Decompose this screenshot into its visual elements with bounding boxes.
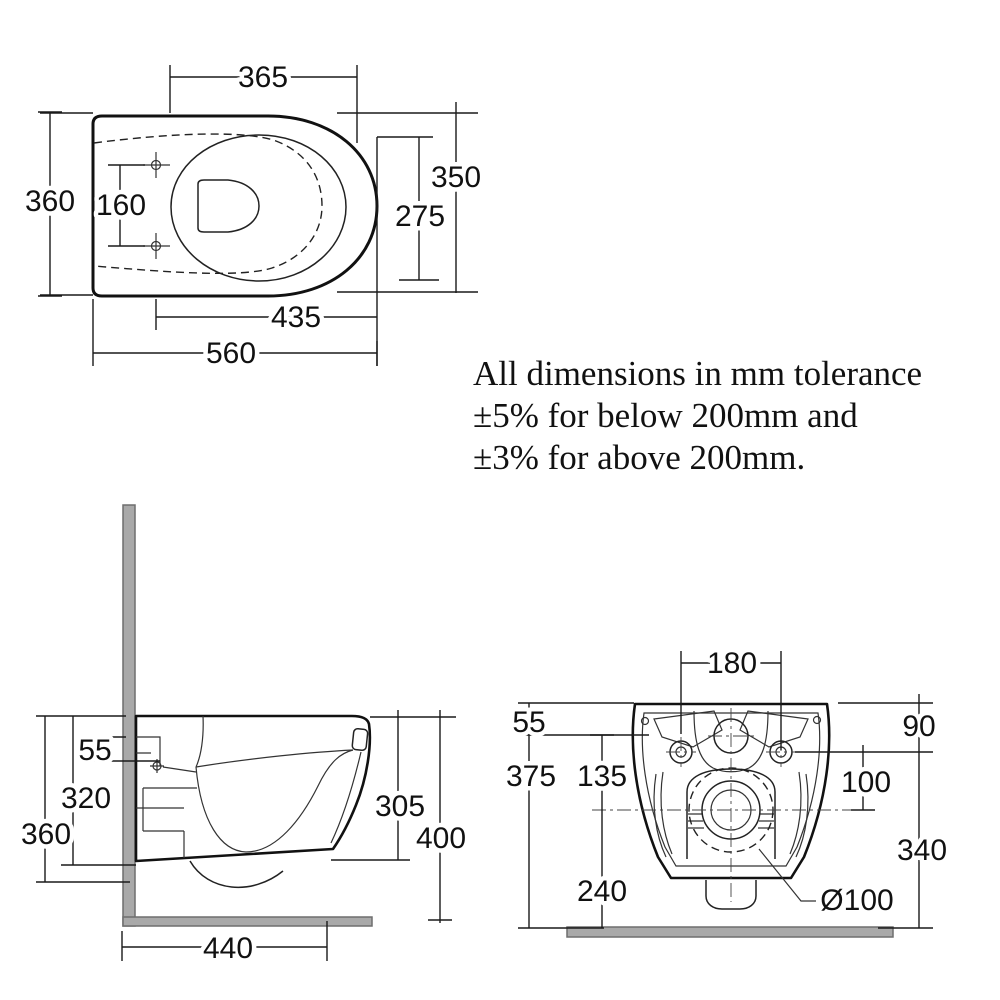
rear-dim-135-label: 135 bbox=[576, 760, 628, 793]
rear-floor-section bbox=[567, 927, 893, 937]
plan-dim-560-label: 560 bbox=[205, 337, 257, 370]
bolt-hole-left bbox=[666, 737, 696, 767]
plan-dim-365-label: 365 bbox=[237, 61, 289, 94]
side-bowl-underside bbox=[190, 861, 283, 887]
rear-view bbox=[506, 647, 947, 937]
seat-hinge-detail bbox=[352, 728, 368, 750]
side-dim-55-label: 55 bbox=[78, 734, 112, 767]
plan-dim-275-label: 275 bbox=[394, 200, 446, 233]
side-dim-360-label: 360 bbox=[20, 818, 72, 851]
side-dim-320-label: 320 bbox=[60, 782, 112, 815]
tolerance-note-line3: ±3% for above 200mm. bbox=[473, 438, 806, 477]
screw-hole-right bbox=[814, 717, 821, 724]
gusset-wing-right bbox=[740, 711, 808, 747]
side-dim-305-label: 305 bbox=[374, 790, 426, 823]
plan-dim-350-label: 350 bbox=[430, 161, 482, 194]
outlet-leader-line bbox=[759, 849, 816, 901]
tolerance-note-line2: ±5% for below 200mm and bbox=[473, 396, 858, 435]
fixing-hole-marker-bottom bbox=[143, 233, 170, 259]
plan-dim-360-label: 360 bbox=[24, 185, 76, 218]
side-interior-lines bbox=[136, 716, 361, 858]
side-slot-left bbox=[654, 772, 672, 857]
plan-dim-160-label: 160 bbox=[95, 189, 147, 222]
side-view bbox=[21, 505, 466, 965]
gusset-wing-left bbox=[654, 711, 722, 747]
rear-outlet-diameter-label: Ø100 bbox=[820, 884, 894, 917]
top-view bbox=[25, 61, 481, 370]
tolerance-note bbox=[473, 354, 922, 477]
rear-dim-180-label: 180 bbox=[706, 647, 758, 680]
rear-dim-340-label: 340 bbox=[896, 834, 948, 867]
side-slot-right bbox=[790, 772, 808, 857]
plan-dim-435-label: 435 bbox=[270, 301, 322, 334]
floor-section bbox=[123, 917, 372, 926]
side-dim-440-label: 440 bbox=[202, 932, 254, 965]
plan-water-area bbox=[198, 180, 259, 232]
tolerance-note-line1: All dimensions in mm tolerance bbox=[473, 354, 923, 393]
rear-dim-375-label: 375 bbox=[505, 760, 557, 793]
rear-dim-90-label: 90 bbox=[902, 710, 936, 743]
rear-dim-55-label: 55 bbox=[512, 706, 546, 739]
side-dim-400-label: 400 bbox=[415, 822, 467, 855]
fixing-hole-marker-top bbox=[143, 152, 170, 178]
rear-dim-100-label: 100 bbox=[840, 766, 892, 799]
rear-dim-240-label: 240 bbox=[576, 875, 628, 908]
